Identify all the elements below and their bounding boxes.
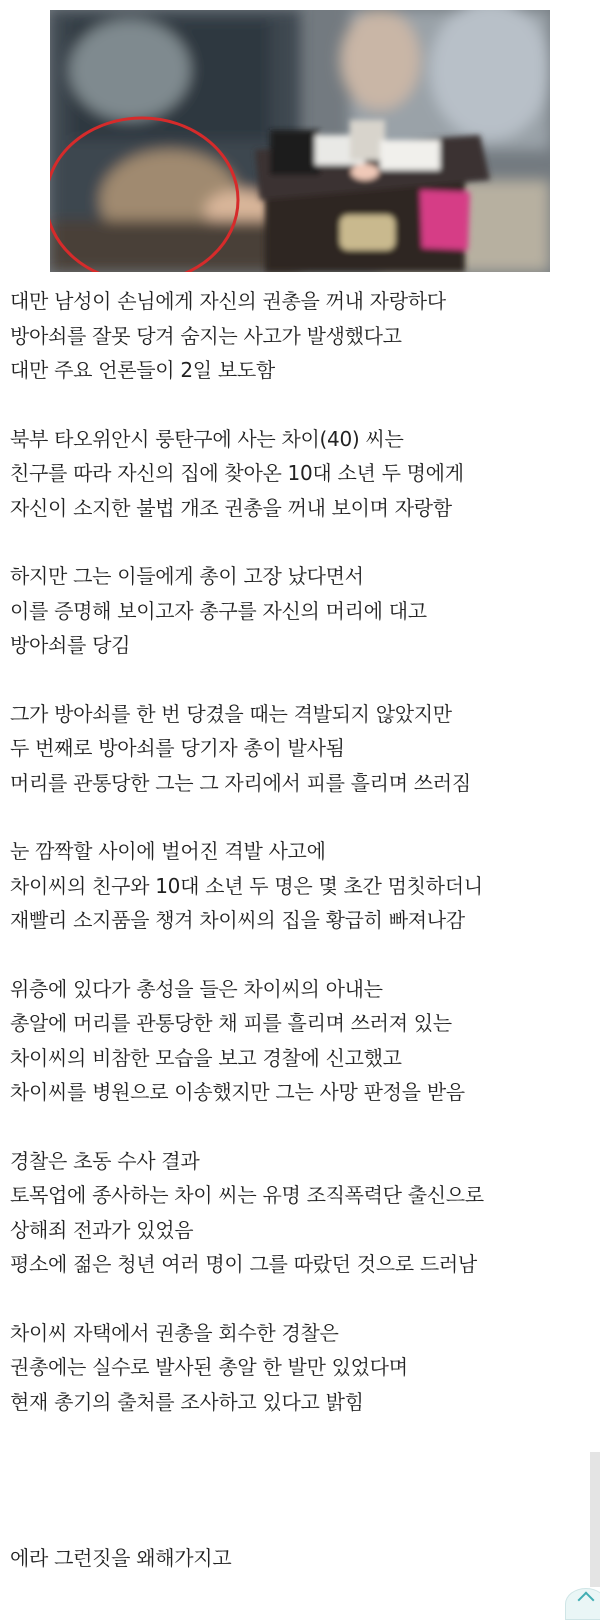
text-line: 위층에 있다가 총성을 들은 차이씨의 아내는 — [10, 976, 383, 1001]
blurred-news-photo — [50, 10, 550, 272]
paragraph — [10, 559, 595, 663]
article-photo — [50, 10, 550, 272]
text-line: 현재 총기의 출처를 조사하고 있다고 밝힘 — [10, 1389, 364, 1414]
text-line: 재빨리 소지품을 챙겨 차이씨의 집을 황급히 빠져나감 — [10, 908, 465, 932]
text-line: 북부 타오위안시 룽탄구에 사는 차이(40) 씨는 — [10, 426, 404, 451]
paragraph — [10, 697, 595, 801]
paragraph — [10, 1144, 595, 1282]
text-line: 평소에 젊은 청년 여러 명이 그를 따랐던 것으로 드러남 — [10, 1252, 477, 1276]
paragraph — [10, 972, 595, 1110]
text-line: 방아쇠를 잘못 당겨 숨지는 사고가 발생했다고 — [10, 323, 402, 348]
text-line: 하지만 그는 이들에게 총이 고장 났다면서 — [10, 564, 364, 588]
text-line: 권총에는 실수로 발사된 총알 한 발만 있었다며 — [10, 1355, 408, 1379]
text-line: 차이씨의 친구와 10대 소년 두 명은 몇 초간 멈칫하더니 — [10, 873, 483, 898]
text-line: 상해죄 전과가 있었음 — [10, 1217, 194, 1242]
text-line: 차이씨의 비참한 모습을 보고 경찰에 신고했고 — [10, 1045, 402, 1070]
article-body — [10, 284, 595, 1453]
scroll-top-button[interactable] — [565, 1588, 600, 1620]
text-line: 이를 증명해 보이고자 총구를 자신의 머리에 대고 — [10, 598, 427, 623]
closing-comment: 에라 그런짓을 왜해가지고 — [10, 1546, 232, 1570]
text-line: 그가 방아쇠를 한 번 당겼을 때는 격발되지 않았지만 — [10, 701, 452, 726]
text-line: 자신이 소지한 불법 개조 권총을 꺼내 보이며 자랑함 — [10, 495, 452, 520]
text-line: 토목업에 종사하는 차이 씨는 유명 조직폭력단 출신으로 — [10, 1183, 484, 1207]
paragraph — [10, 284, 595, 388]
text-line: 두 번째로 방아쇠를 당기자 총이 발사됨 — [10, 736, 345, 760]
text-line: 눈 깜짝할 사이에 벌어진 격발 사고에 — [10, 839, 326, 863]
text-line: 대만 남성이 손님에게 자신의 권총을 꺼내 자랑하다 — [10, 289, 446, 313]
text-line: 차이씨를 병원으로 이송했지만 그는 사망 판정을 받음 — [10, 1080, 465, 1104]
text-line: 총알에 머리를 관통당한 채 피를 흘리며 쓰러져 있는 — [10, 1011, 452, 1035]
text-line: 방아쇠를 당김 — [10, 633, 131, 657]
text-line: 대만 주요 언론들이 2일 보도함 — [10, 358, 275, 382]
text-line: 경찰은 초동 수사 결과 — [10, 1148, 200, 1173]
paragraph — [10, 834, 595, 938]
chevron-up-icon — [578, 1592, 595, 1609]
text-line: 친구를 따라 자신의 집에 찾아온 10대 소년 두 명에게 — [10, 461, 464, 485]
scrollbar[interactable] — [590, 1452, 600, 1587]
text-line: 머리를 관통당한 그는 그 자리에서 피를 흘리며 쓰러짐 — [10, 770, 471, 795]
paragraph — [10, 422, 595, 526]
paragraph — [10, 1316, 595, 1420]
text-line: 차이씨 자택에서 권총을 회수한 경찰은 — [10, 1320, 339, 1345]
